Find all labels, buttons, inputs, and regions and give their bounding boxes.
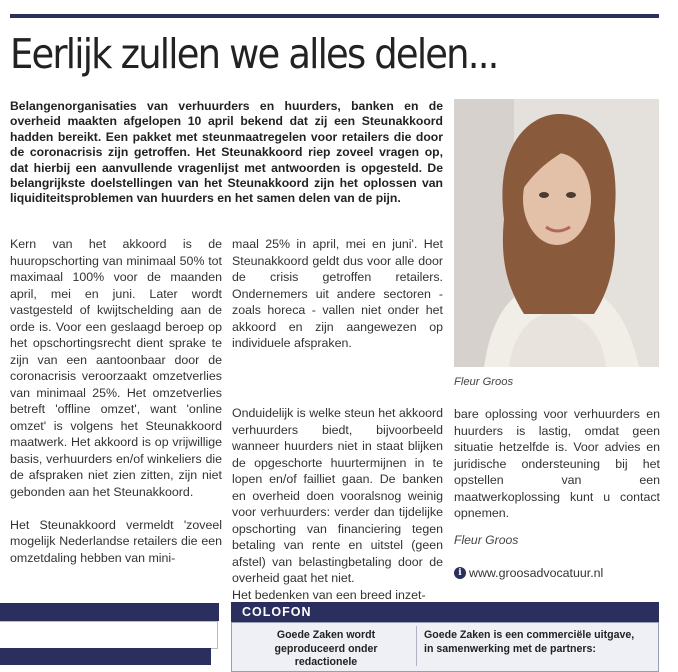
info-icon: i bbox=[454, 567, 466, 579]
author-photo bbox=[454, 99, 659, 367]
column-2-paragraph-3: Het bedenken van een breed inzet- bbox=[232, 587, 426, 602]
colofon-header: COLOFON bbox=[231, 602, 659, 622]
column-2-paragraph-2: Onduidelijk is welke steun het akkoord verhuurders biedt, bijvoorbeeld wanneer huurders niet in staat blijken de opgeschorte huurtermijnen in te lopen en/of failliet gaan. De banken en overheid doen vooralsnog weinig voor verhuurders: verder dan tijdelijke opschorting van financiering tegen betaling van rente en uitstel (geen afstel) van belastingbetaling door de overheid gaat het niet. bbox=[232, 406, 443, 585]
article-headline: Eerlijk zullen we alles delen... bbox=[10, 30, 498, 78]
website-line bbox=[454, 566, 603, 580]
column-3-paragraph-1: bare oplossing voor verhuurders en huurders is lastig, omdat geen situatie hetzelfde is. Voor advies en juridische ondersteuning bij het opstellen van een maatwerkoplossing kunt u contact opnemen. bbox=[454, 407, 660, 520]
column-1-paragraph-1: Kern van het akkoord is de huuropschorting van minimaal 50% tot maximaal 100% voor de maanden april, mei en juni. Later wordt vastgesteld of kwijtschelding aan de orde is. Voor een geslaagd beroep op het opschortingsrecht dient sprake te zijn van een aantoonbaar door de coronacrisis veroorzaakt omzetverlies van minimaal 25%. Het omzetverlies betreft 'offline omzet', want 'online omzet' is volgens het Steunakkoord maatwerk. Het akkoord is op vrijwillige basis, verhuurders en/of winkeliers die de afspraken niet zien zitten, zijn niet gebonden aan het Steunakkoord. bbox=[10, 237, 222, 499]
portrait-illustration bbox=[454, 99, 659, 367]
author-signature: Fleur Groos bbox=[454, 533, 519, 547]
article-intro: Belangenorganisaties van verhuurders en huurders, banken en de overheid maakten afgelopen 10 april bekend dat zij een Steunakkoord hadden bereikt. Een pakket met steunmaatregelen voor retailers die door de coronacrisis zijn getroffen. Het Steunakkoord riep zoveel vragen op, dat hierbij een aanvullende vragenlijst met antwoorden is opgesteld. De belangrijkste doelstellingen van het Steunakkoord zijn het oplossen van liquiditeitsproblemen van huurders en het samen delen van de pijn. bbox=[10, 99, 443, 206]
column-3 bbox=[454, 406, 660, 522]
left-section-box bbox=[0, 621, 218, 649]
left-section-bar-bottom bbox=[0, 648, 211, 665]
colofon-right-text: Goede Zaken is een commerciële uitgave, in samenwerking met de partners: bbox=[424, 629, 635, 655]
colofon-left-text: Goede Zaken wordt geproduceerd onder redactionele bbox=[274, 629, 378, 668]
left-section-bar-top bbox=[0, 603, 219, 621]
website-link[interactable]: www.groosadvocatuur.nl bbox=[469, 566, 604, 580]
column-1-paragraph-2: Het Steunakkoord vermeldt 'zoveel mogelijk Nederlandse retailers die een omzetdaling hebben van mini- bbox=[10, 517, 222, 565]
column-1 bbox=[10, 236, 222, 566]
column-2-paragraph-1: maal 25% in april, mei en juni'. Het Steunakkoord geldt dus voor alle door de crisis getroffen retailers. Ondernemers uit andere sectoren - zoals horeca - vallen niet onder het akkoord en zijn aangewezen op individuele afspraken. bbox=[232, 237, 443, 350]
top-rule bbox=[10, 14, 659, 18]
photo-caption: Fleur Groos bbox=[454, 376, 514, 388]
column-2-top bbox=[232, 236, 443, 352]
column-2-bottom bbox=[232, 405, 443, 603]
colofon-divider bbox=[416, 626, 417, 666]
